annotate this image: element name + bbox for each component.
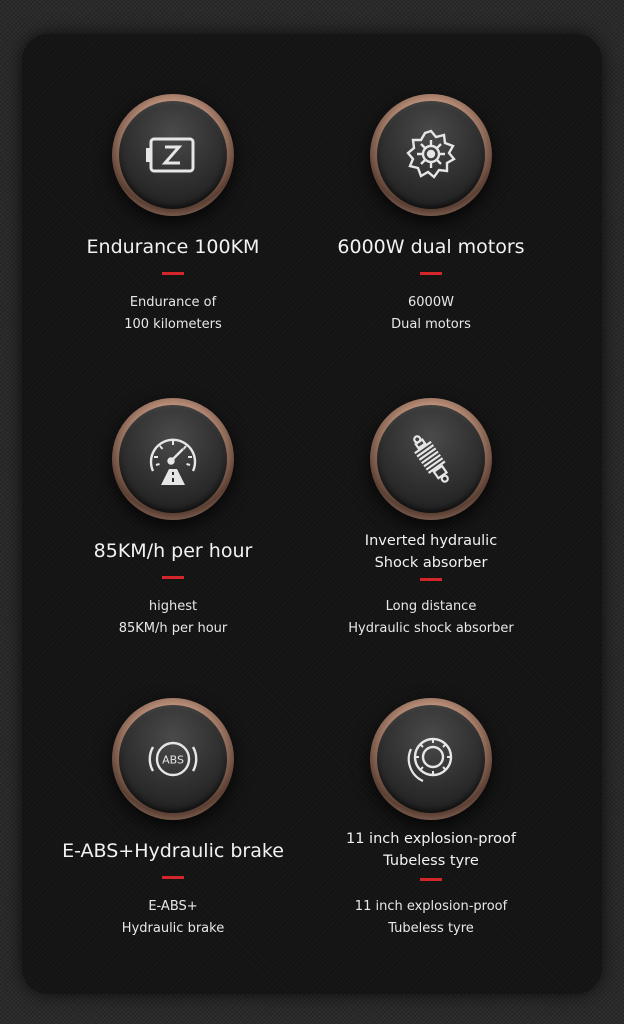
feature-desc-line1: 6000W <box>408 295 454 310</box>
feature-desc-line1: Endurance of <box>129 295 217 310</box>
feature-icon-badge <box>370 698 492 820</box>
feature-desc-line2: 85KM/h per hour <box>118 621 228 636</box>
feature-desc-line1: highest <box>148 599 198 614</box>
feature-desc-line1: 11 inch explosion-proof <box>354 899 508 914</box>
feature-desc-line1: E-ABS+ <box>148 899 198 914</box>
shock-absorber-icon <box>401 429 461 489</box>
feature-desc-line2: Hydraulic brake <box>121 921 225 936</box>
red-dash-divider <box>162 272 184 275</box>
feature-desc-line2: Dual motors <box>391 317 471 332</box>
feature-desc-line2: Tubeless tyre <box>388 921 474 936</box>
feature-title: E-ABS+Hydraulic brake <box>62 840 284 862</box>
feature-title-line2: Tubeless tyre <box>383 853 479 869</box>
feature-icon-badge <box>112 698 234 820</box>
feature-title: 85KM/h per hour <box>93 540 253 562</box>
feature-desc-line2: Hydraulic shock absorber <box>348 621 514 636</box>
feature-desc-line2: 100 kilometers <box>124 317 222 332</box>
red-dash-divider <box>162 876 184 879</box>
feature-title-line1: Inverted hydraulic <box>364 533 498 549</box>
speedometer-icon <box>143 429 203 489</box>
red-dash-divider <box>420 878 442 881</box>
feature-desc-line1: Long distance <box>385 599 477 614</box>
feature-icon-badge <box>112 94 234 216</box>
tyre-icon <box>401 729 461 789</box>
abs-icon <box>143 729 203 789</box>
feature-title-line1: 11 inch explosion-proof <box>346 831 516 847</box>
feature-icon-badge <box>370 398 492 520</box>
abs-icon-label: ABS <box>162 753 184 767</box>
feature-icon-badge <box>370 94 492 216</box>
red-dash-divider <box>162 576 184 579</box>
feature-title-line2: Shock absorber <box>374 555 488 571</box>
feature-title: Endurance 100KM <box>86 236 260 258</box>
red-dash-divider <box>420 578 442 581</box>
red-dash-divider <box>420 272 442 275</box>
battery-icon <box>143 125 203 185</box>
feature-title: 6000W dual motors <box>337 236 525 258</box>
motor-gear-icon <box>401 125 461 185</box>
feature-icon-badge <box>112 398 234 520</box>
